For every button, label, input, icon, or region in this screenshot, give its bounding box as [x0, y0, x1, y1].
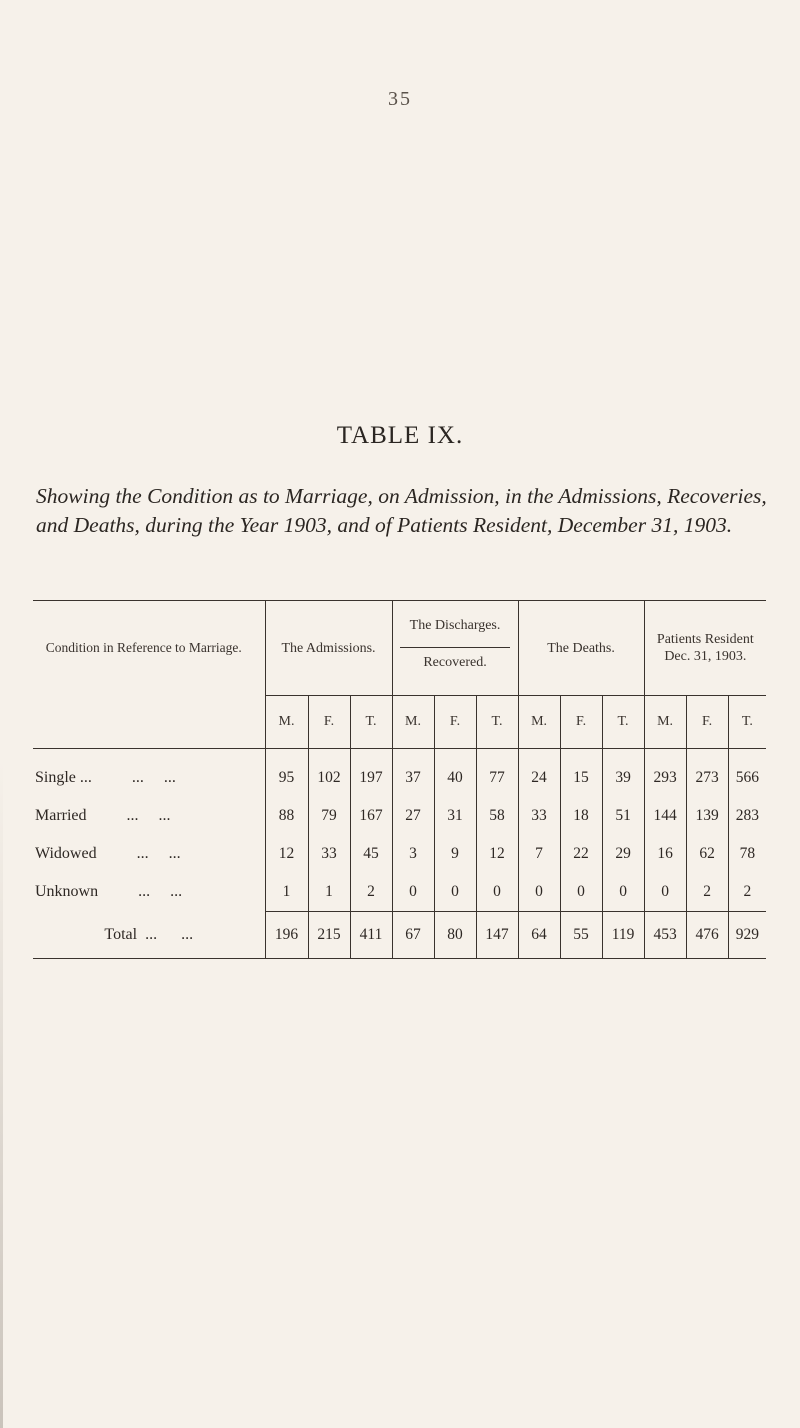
table-cell: 197 — [350, 759, 392, 797]
table-cell: 16 — [644, 835, 686, 873]
col-header: T. — [602, 696, 644, 749]
col-header: T. — [476, 696, 518, 749]
table-cell: 62 — [686, 835, 728, 873]
spacer-cell — [434, 749, 476, 760]
table-cell: 2 — [743, 883, 752, 900]
total-cell: 80 — [434, 912, 476, 959]
table-cell: 18 — [560, 797, 602, 835]
table-cell: 566 — [735, 769, 759, 786]
spacer-cell — [476, 749, 518, 760]
table-cell: 79 — [308, 797, 350, 835]
table-row — [33, 759, 766, 797]
table-cell: 102 — [308, 759, 350, 797]
page-edge-shadow — [0, 760, 3, 1428]
table-cell: 0 — [392, 873, 434, 912]
total-cell: 215 — [308, 912, 350, 959]
table-cell: 139 — [686, 797, 728, 835]
spacer-cell — [602, 749, 644, 760]
col-header: M. — [518, 696, 560, 749]
condition-header: Condition in Reference to Marriage. — [33, 601, 265, 696]
table-cell: 27 — [392, 797, 434, 835]
total-cell: 55 — [560, 912, 602, 959]
col-header: F. — [434, 696, 476, 749]
table-row — [33, 797, 766, 835]
spacer-cell — [308, 749, 350, 760]
table-cell: 15 — [560, 759, 602, 797]
spacer-cell — [33, 749, 265, 760]
page-number: 35 — [388, 88, 412, 110]
table-cell: 51 — [602, 797, 644, 835]
col-header: F. — [560, 696, 602, 749]
deaths-header: The Deaths. — [518, 601, 644, 696]
total-cell: 476 — [686, 912, 728, 959]
col-header: T. — [728, 696, 766, 749]
total-cell: 64 — [518, 912, 560, 959]
spacer-cell — [560, 749, 602, 760]
col-header: F. — [686, 696, 728, 749]
col-header: M. — [644, 696, 686, 749]
table-cell: 0 — [602, 873, 644, 912]
table-cell: 24 — [518, 759, 560, 797]
table-cell: 58 — [476, 797, 518, 835]
header-spacer-row — [33, 749, 766, 760]
col-header: F. — [308, 696, 350, 749]
table-cell: 29 — [602, 835, 644, 873]
table-cell: 0 — [644, 873, 686, 912]
table-cell: 7 — [518, 835, 560, 873]
table-cell: 273 — [686, 759, 728, 797]
spacer-cell — [644, 749, 686, 760]
table-cell: 33 — [308, 835, 350, 873]
table-cell: 1 — [265, 873, 308, 912]
table-cell: 77 — [476, 759, 518, 797]
total-cell: 411 — [350, 912, 392, 959]
spacer-cell — [686, 749, 728, 760]
row-label: Widowed ... ... — [35, 845, 181, 862]
table-cell: 22 — [560, 835, 602, 873]
admissions-header: The Admissions. — [265, 601, 392, 696]
table-cell: 2 — [686, 873, 728, 912]
data-table — [33, 600, 766, 959]
col-header: M. — [265, 696, 308, 749]
condition-header-spacer — [33, 696, 265, 749]
total-cell: 929 — [728, 912, 766, 959]
total-cell: 67 — [392, 912, 434, 959]
spacer-cell — [265, 749, 308, 760]
table-subtitle: Showing the Condition as to Marriage, on Admission, in the Admissions, Recoveries, and Deaths, during the Year 1903, and of Patients Resident, December 31, 1903. — [36, 484, 767, 537]
row-label: Unknown ... ... — [35, 883, 183, 901]
total-cell: 119 — [602, 912, 644, 959]
recovered-divider — [400, 647, 510, 648]
table-cell: 0 — [518, 873, 560, 912]
row-label: Single ... ... ... — [35, 769, 176, 786]
marriage-condition-table — [33, 600, 766, 943]
table-cell: 144 — [644, 797, 686, 835]
table-cell: 40 — [434, 759, 476, 797]
table-cell: 0 — [560, 873, 602, 912]
recovered-cell — [392, 647, 518, 696]
spacer-cell — [350, 749, 392, 760]
table-cell: 45 — [350, 835, 392, 873]
table-cell: 1 — [308, 873, 350, 912]
table-cell: 78 — [739, 845, 756, 862]
total-cell: 147 — [476, 912, 518, 959]
recovered-header: Recovered. — [423, 655, 487, 670]
table-cell: 167 — [350, 797, 392, 835]
table-cell: 12 — [265, 835, 308, 873]
table-cell: 33 — [518, 797, 560, 835]
spacer-cell — [518, 749, 560, 760]
table-title: TABLE IX. — [336, 422, 464, 449]
total-cell: 196 — [265, 912, 308, 959]
spacer-cell — [392, 749, 434, 760]
total-label: Total ... ... — [33, 912, 265, 959]
table-cell: 31 — [434, 797, 476, 835]
spacer-cell — [728, 749, 766, 760]
total-row — [33, 912, 766, 959]
col-header: T. — [350, 696, 392, 749]
table-cell: 0 — [434, 873, 476, 912]
table-cell: 88 — [265, 797, 308, 835]
table-cell: 12 — [476, 835, 518, 873]
table-cell: 39 — [602, 759, 644, 797]
col-header: M. — [392, 696, 434, 749]
table-row — [33, 873, 766, 912]
total-cell: 453 — [644, 912, 686, 959]
discharges-header: The Discharges. — [392, 601, 518, 648]
row-label: Married ... ... — [35, 807, 171, 824]
table-cell: 2 — [350, 873, 392, 912]
table-cell: 95 — [265, 759, 308, 797]
table-cell: 293 — [644, 759, 686, 797]
table-cell: 9 — [434, 835, 476, 873]
table-cell: 3 — [392, 835, 434, 873]
resident-header: Patients Resident Dec. 31, 1903. — [644, 601, 766, 696]
table-cell: 37 — [392, 759, 434, 797]
table-cell: 283 — [735, 807, 759, 824]
table-cell: 0 — [476, 873, 518, 912]
table-row — [33, 835, 766, 873]
